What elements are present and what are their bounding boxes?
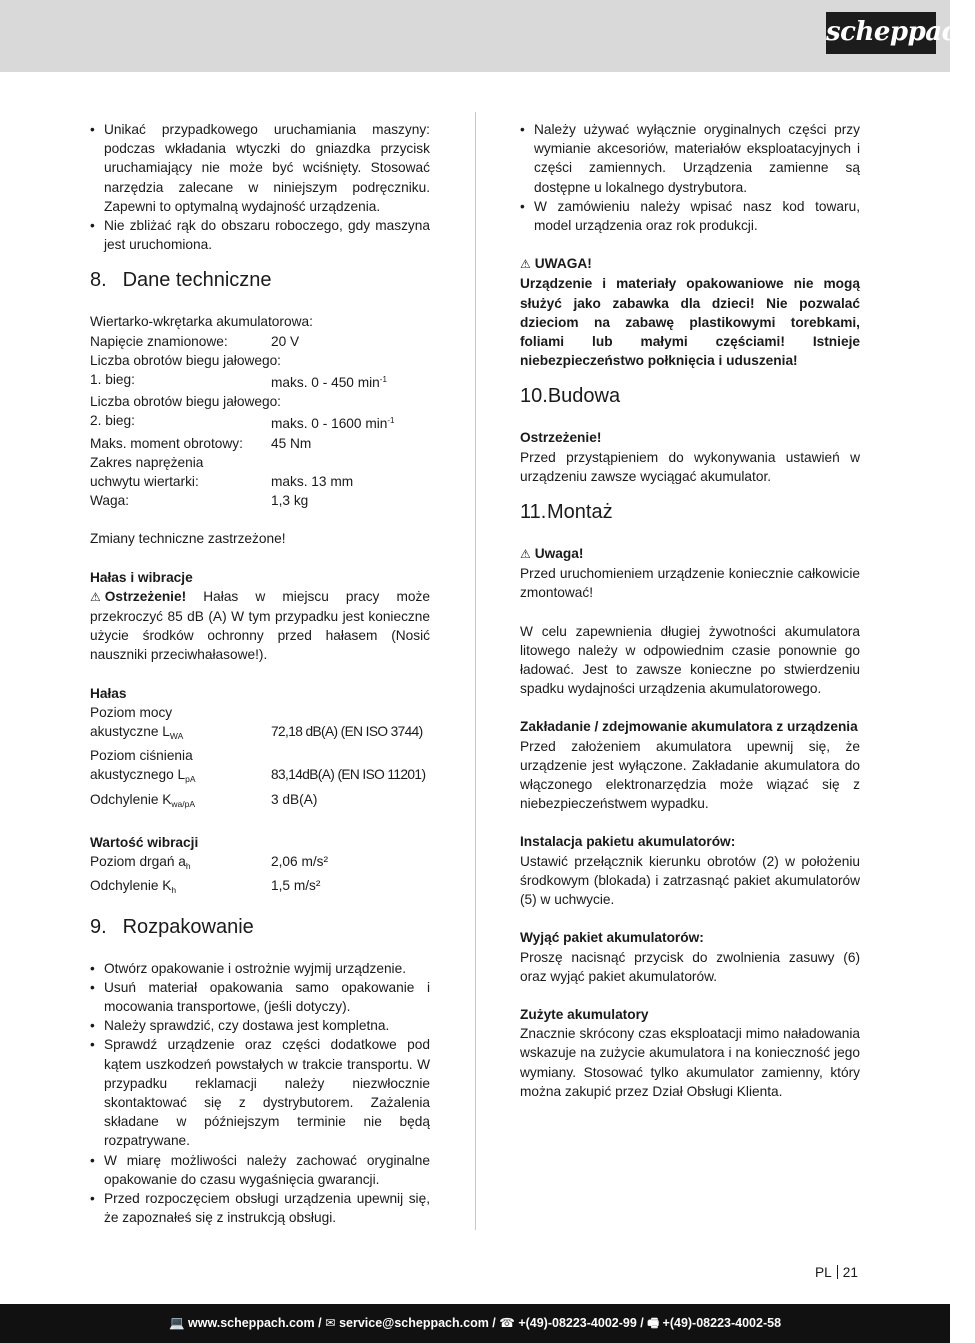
right-column	[520, 120, 860, 1101]
battery-install-text: Ustawić przełącznik kierunku obrotów (2) w położeniu środkowym (blokada) i zatrzasnąć pakiet akumulatorów (5) w uchwycie.	[520, 853, 860, 908]
noise-warning: ⚠ Ostrzeżenie! Hałas w miejscu pracy może przekroczyć 85 dB (A) W tym przypadku jest konieczne użycie środków ochronny przed hałasem (Nosić nauszniki przeciwhałasowe!).	[90, 588, 430, 663]
scheppach-logo: scheppach	[826, 12, 936, 54]
battery-remove-heading: Wyjąć pakiet akumulatorów:	[520, 930, 704, 946]
list-item: • Nie zbliżać rąk do obszaru roboczego, gdy maszyna jest uruchomiona.	[90, 216, 430, 254]
table-row: Zakres naprężenia	[90, 454, 204, 470]
table-row: akustyczne $L_{WA}$ 72,18 dB(A) (EN ISO 3744)	[90, 724, 423, 742]
page-number: PL 21	[815, 1265, 858, 1280]
list-item: • Należy sprawdzić, czy dostawa jest kompletna.	[90, 1016, 430, 1035]
section-heading-9: 9. Rozpakowanie	[90, 915, 254, 938]
noise-heading: Hałas i wibracje	[90, 569, 193, 585]
list-item: • Sprawdź urządzenie oraz części dodatkowe pod kątem uszkodzeń powstałych w trakcie transportu. W przypadku reklamacji należy niezwłocznie skontaktować się z dystrybutorem. Zażalenia składane w późniejszym terminie nie będą rozpatrywane.	[90, 1035, 430, 1150]
uwaga-label: ⚠ UWAGA!	[520, 254, 860, 274]
battery-life-text: W celu zapewnienia długiej żywotności akumulatora litowego należy w odpowiednim czasie ponownie go ładować. Jest to zawsze konieczne po stwierdzeniu spadku wydajności urządzenia akumulatorowego.	[520, 623, 860, 697]
battery-remove-text: Proszę nacisnąć przycisk do zwolnienia zasuwy (6) oraz wyjąć pakiet akumulatorów.	[520, 949, 860, 984]
vibration-heading: Wartość wibracji	[90, 834, 199, 850]
used-battery-heading: Zużyte akumulatory	[520, 1006, 649, 1022]
page-footer: 💻 www.scheppach.com / ✉ service@scheppach.com / ☎ +(49)-08223-4002-99 / 🖷 +(49)-08223-4002-58	[0, 1304, 950, 1343]
noise-table	[90, 703, 425, 814]
table-row: Maks. moment obrotowy: 45 Nm	[90, 435, 312, 451]
parts-bullets	[520, 120, 860, 235]
phone-icon: ☎	[499, 1316, 515, 1330]
safety-bullets	[90, 120, 430, 254]
list-item: • W miarę możliwości należy zachować oryginalne opakowanie do czasu wygaśnięcia gwarancji.	[90, 1151, 430, 1189]
uwaga2-text: Przed uruchomieniem urządzenie koniecznie całkowicie zmontować!	[520, 566, 860, 601]
fax-icon: 🖷	[647, 1316, 660, 1330]
website-link[interactable]: www.scheppach.com	[188, 1316, 315, 1330]
list-item: • Należy używać wyłącznie oryginalnych części przy wymianie akcesoriów, materiałów eksploatacyjnych i części zamiennych. Urządzenia zamienne są dostępne u lokalnego dystrybutora.	[520, 120, 860, 197]
table-row: Waga: 1,3 kg	[90, 493, 309, 509]
battery-install-heading: Instalacja pakietu akumulatorów:	[520, 834, 736, 850]
warning-icon: ⚠	[520, 257, 531, 272]
spec-table	[90, 332, 395, 511]
computer-icon: 💻	[168, 1316, 185, 1330]
list-item: • Unikać przypadkowego uruchamiania maszyny: podczas wkładania wtyczki do gniazdka przycisk uruchamiający nie może być wciśnięty. Stosować narzędzia zalecane w niniejszym podręczniku. Zapewni to optymalną wydajność urządzenia.	[90, 120, 430, 216]
changes-note: Zmiany techniczne zastrzeżone!	[90, 531, 286, 547]
vibration-table	[90, 852, 328, 900]
battery-mount-text: Przed założeniem akumulatora upewnij się, że urządzenie jest wyłączone. Zakładanie akumulatora do włączonego elektronarzędzia może wiązać się z niebezpieczeństwem wypadku.	[520, 738, 860, 812]
table-row: uchwytu wiertarki: maks. 13 mm	[90, 474, 354, 490]
list-item: • Przed rozpoczęciem obsługi urządzenia upewnij się, że zapoznałeś się z instrukcją obsługi.	[90, 1189, 430, 1227]
column-divider	[475, 112, 476, 1230]
table-row: Liczba obrotów biegu jałowego:	[90, 394, 281, 410]
section-heading-10: 10.Budowa	[520, 385, 621, 408]
table-row: Poziom mocy	[90, 704, 173, 720]
table-row: Odchylenie $K_{wa/pA}$ 3 dB(A)	[90, 791, 318, 809]
table-row: 1. bieg: maks. 0 - 450 $\min^{-1}$	[90, 372, 387, 391]
halas-heading: Hałas	[90, 685, 127, 701]
section-heading-8: 8. Dane techniczne	[90, 269, 272, 292]
spec-intro: Wiertarko-wkrętarka akumulatorowa:	[90, 314, 313, 330]
table-row: Napięcie znamionowe: 20 V	[90, 333, 300, 349]
table-row: Poziom ciśnienia	[90, 748, 193, 764]
unpacking-bullets	[90, 959, 430, 1228]
list-item: • Otwórz opakowanie i ostrożnie wyjmij urządzenie.	[90, 959, 430, 978]
battery-mount-heading: Zakładanie / zdejmowanie akumulatora z urządzenia	[520, 719, 858, 735]
list-item: • W zamówieniu należy wpisać nasz kod towaru, model urządzenia oraz rok produkcji.	[520, 197, 860, 235]
ostrzezenie-text: Przed przystąpieniem do wykonywania ustawień w urządzeniu zawsze wyciągać akumulator.	[520, 449, 860, 484]
warning-icon: ⚠	[520, 547, 531, 562]
table-row: Odchylenie $K_h$ 1,5 m/s²	[90, 878, 321, 896]
table-row: Liczba obrotów biegu jałowego:	[90, 352, 281, 368]
mail-icon: ✉	[325, 1316, 336, 1330]
uwaga-text: Urządzenie i materiały opakowaniowe nie mogą służyć jako zabawka dla dzieci! Nie pozwalać dzieciom na zabawę plastikowymi torebkami, foliami lub małymi częściami! Istnieje niebezpieczeństwo połknięcia i uduszenia!	[520, 276, 860, 369]
list-item: • Usuń materiał opakowania samo opakowanie i mocowania transportowe, (jeśli dotyczy).	[90, 978, 430, 1016]
table-row: 2. bieg: maks. 0 - 1600 $\min^{-1}$	[90, 413, 395, 432]
email-link[interactable]: service@scheppach.com	[339, 1316, 489, 1330]
page-header	[0, 0, 975, 72]
ostrzezenie-label: Ostrzeżenie!	[520, 430, 602, 446]
section-heading-11: 11.Montaż	[520, 501, 613, 524]
table-row: Poziom drgań $a_h$ 2,06 m/s²	[90, 854, 329, 872]
used-battery-text: Znacznie skrócony czas eksploatacji mimo naładowania wskazuje na zużycie akumulatora i na konieczność jego wymiany. Stosować tylko akumulator zamienny, który można zakupić przez Dział Obsługi Klienta.	[520, 1026, 860, 1099]
fax-number: +(49)-08223-4002-58	[662, 1316, 782, 1330]
table-row: akustycznego $L_{pA}$ 83,14dB(A) (EN ISO 11201)	[90, 767, 426, 785]
uwaga2-label: ⚠ Uwaga!	[520, 544, 860, 564]
left-column	[90, 120, 430, 1227]
warning-icon: ⚠	[90, 589, 101, 604]
phone-number: +(49)-08223-4002-99	[518, 1316, 637, 1330]
